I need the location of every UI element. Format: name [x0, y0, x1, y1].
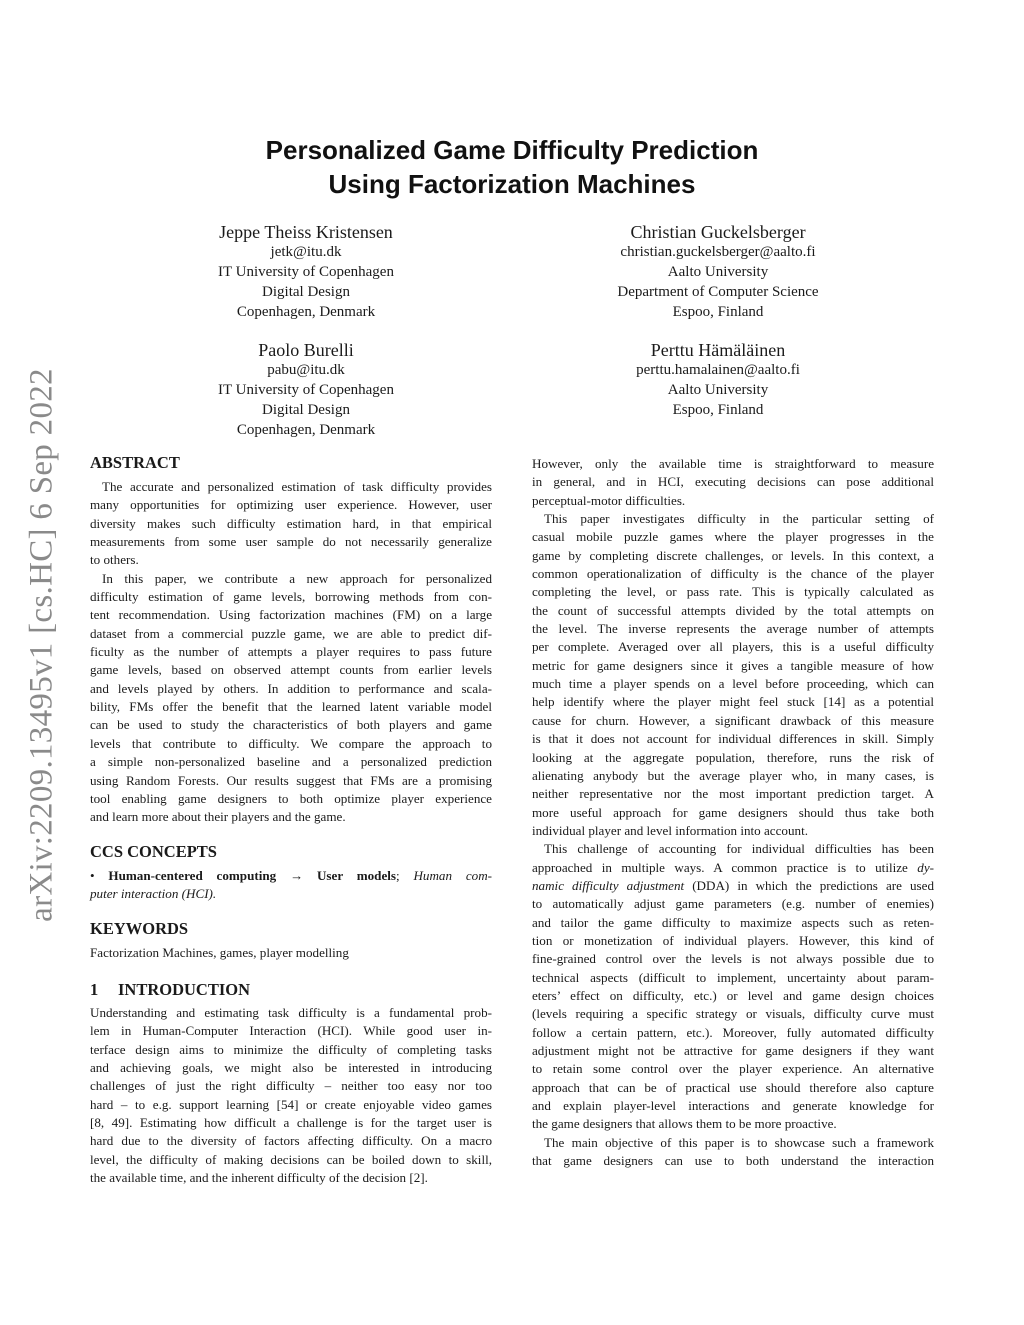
text-segment: eters’ effect on difficulty, etc.) or level and game design choices	[532, 987, 934, 1003]
text-segment: bility, FMs offer the benefit that the learned latent variable model	[90, 699, 492, 715]
author-email: perttu.hamalainen@aalto.fi	[636, 362, 800, 378]
text-line	[532, 877, 934, 895]
text-segment: approached in multiple ways. A common practice is to utilize	[532, 859, 918, 875]
text-line	[532, 528, 934, 546]
text-segment: common operationalization of difficulty is the chance of the player	[532, 566, 934, 582]
author-name: Christian Guckelsberger	[630, 222, 806, 242]
text-line	[532, 638, 934, 656]
ccs-line	[90, 867, 492, 885]
text-line	[90, 772, 492, 790]
text-line	[90, 735, 492, 753]
text-line	[532, 987, 934, 1005]
text-line	[532, 602, 934, 620]
text-segment: completing the level, or pass rate. This is typically calculated as	[532, 584, 934, 600]
text-segment: technical aspects (difficult to implement, uncertainty about param-	[532, 969, 934, 985]
text-line	[90, 1004, 492, 1022]
author-location: Espoo, Finland	[672, 402, 764, 418]
text-segment: challenges of just the right difficulty – neither too easy nor too	[90, 1078, 492, 1094]
text-line	[90, 1041, 492, 1059]
text-line	[532, 693, 934, 711]
author-affiliation: IT University of Copenhagen	[218, 264, 394, 280]
author-block	[538, 221, 898, 322]
text-line	[90, 606, 492, 624]
author-affiliation: Aalto University	[667, 264, 769, 280]
text-segment: neither representative nor the most important prediction target. A	[532, 786, 934, 802]
text-line	[90, 643, 492, 661]
text-line	[532, 859, 934, 877]
abstract-heading: ABSTRACT	[90, 453, 180, 472]
author-name: Perttu Hämäläinen	[650, 340, 786, 360]
text-segment: more useful approach for game designers should thus take both	[532, 804, 934, 820]
text-line	[90, 1059, 492, 1077]
text-segment: much time a player spends on a level before proceeding, which can	[532, 676, 934, 692]
ccs-concepts-body	[90, 867, 492, 904]
text-line	[90, 680, 492, 698]
text-line	[532, 675, 934, 693]
text-segment: The accurate and personalized estimation of task difficulty provides	[102, 479, 492, 494]
text-segment: game by completing discrete challenges, or levels. In this context, a	[532, 547, 934, 563]
text-line	[90, 790, 492, 808]
text-line	[90, 1132, 492, 1150]
text-segment: to automatically adjust game parameters (e.g. number of enemies)	[532, 896, 934, 912]
introduction-heading	[90, 980, 250, 1000]
author-location: Espoo, Finland	[672, 304, 764, 320]
text-segment: the level. The inverse represents the average number of attempts	[532, 621, 934, 637]
text-segment: help identify where the player might feel stuck [14] as a potential	[532, 694, 934, 710]
text-line	[532, 712, 934, 730]
section-title: INTRODUCTION	[118, 980, 251, 999]
text-line	[90, 1169, 492, 1187]
text-line	[90, 570, 492, 588]
text-line	[532, 1042, 934, 1060]
text-line	[532, 804, 934, 822]
text-line	[90, 661, 492, 679]
author-name: Paolo Burelli	[258, 340, 354, 360]
title-line-1: Personalized Game Difficulty Prediction	[265, 135, 759, 165]
text-line	[532, 1152, 934, 1170]
author-department: Department of Computer Science	[617, 284, 819, 300]
text-segment: many opportunities for optimizing user experience. However, user	[90, 497, 492, 513]
text-line	[532, 730, 934, 748]
text-line	[532, 1060, 934, 1078]
ccs-category: Human-centered computing	[108, 868, 277, 883]
text-segment: tool enabling game designers to both optimize player experience	[90, 790, 492, 806]
text-segment: (DDA) in which the predictions are used	[684, 877, 934, 893]
keywords-text: Factorization Machines, games, player modelling	[90, 945, 349, 960]
text-segment: (levels requiring a specific strategy or visuals, difficulty curve must	[532, 1006, 934, 1022]
text-segment: using Random Forests. Our results suggest that FMs are a promising	[90, 772, 492, 788]
author-location: Copenhagen, Denmark	[236, 422, 376, 438]
text-segment: levels that contribute to difficulty. We compare the approach to	[90, 735, 492, 751]
text-line	[90, 1077, 492, 1095]
text-line	[90, 496, 492, 514]
text-segment: The main objective of this paper is to showcase such a framework	[544, 1134, 934, 1150]
text-line	[532, 895, 934, 913]
text-segment: looking at the aggregate population, therefore, runs the risk of	[532, 749, 934, 765]
keywords-body	[90, 944, 492, 962]
text-line	[532, 767, 934, 785]
paper-title	[0, 133, 1024, 201]
author-block	[126, 221, 486, 322]
text-line	[532, 932, 934, 950]
text-segment: is that it does not account for individual differences in skill. Simply	[532, 731, 934, 747]
text-segment: the count of successful attempts divided by the total attempts on	[532, 602, 934, 618]
arxiv-identifier-stamp: arXiv:2209.13495v1 [cs.HC] 6 Sep 2022	[23, 368, 60, 922]
text-line	[532, 1115, 934, 1133]
text-segment: [8, 49]. Estimating how difficult a challenge is for the target user is	[90, 1115, 492, 1131]
text-line	[90, 533, 492, 551]
introduction-left-body	[90, 1004, 492, 1187]
author-department: Digital Design	[262, 402, 350, 418]
text-line	[90, 1022, 492, 1040]
text-segment: and explain player-level interactions and generate knowledge for	[532, 1098, 934, 1114]
text-segment: This challenge of accounting for individual difficulties has been	[544, 841, 934, 857]
emphasis-text: namic difficulty adjustment	[532, 877, 685, 893]
text-line	[90, 588, 492, 606]
text-segment: dataset from a commercial puzzle game, we are able to predict dif-	[90, 625, 492, 641]
text-line	[532, 1097, 934, 1115]
emphasis-text: dy-	[917, 859, 934, 875]
text-segment: the available time, and the inherent difficulty of the decision [2].	[90, 1170, 428, 1186]
text-line	[90, 753, 492, 771]
text-line	[90, 515, 492, 533]
text-line	[90, 808, 492, 826]
text-segment: adjustment might not be attractive for game designers if they want	[532, 1043, 934, 1058]
text-segment: terface design aims to minimize the difficulty of completing tasks	[90, 1041, 492, 1057]
text-segment: and learn more about their players and the game.	[90, 809, 346, 825]
text-segment: level, the difficulty of making decisions can be boiled down to skill,	[90, 1151, 492, 1167]
text-segment: to others.	[90, 552, 139, 568]
ccs-term-cont: puter interaction (HCI).	[90, 886, 217, 902]
text-segment: in general, and in HCI, executing decisions can pose additional	[532, 474, 934, 490]
text-line	[532, 1005, 934, 1023]
text-segment: In this paper, we contribute a new approach for personalized	[102, 570, 492, 586]
text-segment: hard due to the diversity of factors affecting difficulty. On a macro	[90, 1133, 492, 1149]
ccs-concepts-heading: CCS CONCEPTS	[90, 842, 217, 861]
text-segment: a simple non-personalized baseline and a personalized prediction	[90, 754, 492, 770]
text-line	[532, 473, 934, 491]
ccs-subcategory: User models	[316, 868, 396, 883]
text-segment: to retain some control over the player experience. An alternative	[532, 1061, 934, 1077]
bullet: •	[90, 868, 95, 883]
text-line	[532, 822, 934, 840]
text-line	[90, 478, 492, 496]
author-block	[126, 339, 486, 440]
text-line	[532, 914, 934, 932]
author-department: Digital Design	[262, 284, 350, 300]
section-number: 1	[90, 980, 99, 999]
author-email: christian.guckelsberger@aalto.fi	[620, 244, 816, 260]
text-segment: follow a certain pattern, etc.). Moreover, fully automated difficulty	[532, 1024, 934, 1040]
text-line	[532, 510, 934, 528]
text-segment: hard – to e.g. support learning [54] or create enjoyable video games	[90, 1096, 492, 1112]
text-segment: tion or monetization of individual players. However, this kind of	[532, 932, 934, 948]
author-affiliation: Aalto University	[667, 382, 769, 398]
text-segment: per complete. Averaged over all players, this is a useful difficulty	[532, 639, 934, 655]
text-segment: that game designers can use to both understand the interaction	[532, 1153, 934, 1169]
text-segment: difficulty estimation of game levels, borrowing methods from con-	[90, 589, 492, 605]
text-line	[532, 547, 934, 565]
text-segment: casual mobile puzzle games where the player progresses in the	[532, 529, 934, 545]
text-line	[532, 840, 934, 858]
text-line	[532, 1024, 934, 1042]
text-segment: However, only the available time is straightforward to measure	[532, 456, 934, 471]
text-line	[532, 969, 934, 987]
keywords-heading: KEYWORDS	[90, 919, 189, 938]
text-line	[90, 1114, 492, 1132]
separator: ;	[396, 868, 400, 883]
author-block	[538, 339, 898, 420]
text-segment: tent recommendation. Using factorization machines (FM) on a large	[90, 607, 492, 623]
text-line	[532, 657, 934, 675]
text-line	[532, 565, 934, 583]
text-line	[532, 620, 934, 638]
ccs-line	[90, 885, 492, 903]
text-line	[532, 785, 934, 803]
text-line	[532, 950, 934, 968]
text-line	[90, 551, 492, 569]
introduction-right-body	[532, 455, 934, 1170]
abstract-body	[90, 478, 492, 827]
text-segment: This paper investigates difficulty in the particular setting of	[544, 511, 934, 527]
text-line	[532, 1079, 934, 1097]
text-line	[532, 492, 934, 510]
text-segment: ficulty as the number of attempts a player requires to pass future	[90, 644, 492, 660]
text-segment: game levels, based on observed attempt counts from earlier levels	[90, 662, 492, 678]
text-line	[90, 698, 492, 716]
text-segment: diversity makes such difficulty estimation hard, in that empirical	[90, 515, 492, 531]
text-segment: the game designers that allows them to be more proactive.	[532, 1116, 837, 1132]
author-location: Copenhagen, Denmark	[236, 304, 376, 320]
text-line	[532, 455, 934, 473]
author-email: pabu@itu.dk	[267, 362, 345, 378]
author-name: Jeppe Theiss Kristensen	[219, 222, 393, 242]
author-email: jetk@itu.dk	[270, 244, 342, 260]
text-segment: approach that can be of practical use should therefore also capture	[532, 1079, 934, 1095]
text-segment: and achieving goals, we might also be interested in introducing	[90, 1060, 492, 1076]
text-segment: measurements from some user sample do not necessarily generalize	[90, 534, 492, 550]
text-line	[532, 583, 934, 601]
text-segment: can be used to study the characteristics of both players and game	[90, 717, 492, 733]
text-segment: metric for game designers since it gives a tangible measure of how	[532, 657, 934, 673]
text-segment: and levels played by others. In addition to performance and scala-	[90, 680, 492, 696]
arrow-icon: →	[290, 868, 304, 883]
text-line	[532, 1134, 934, 1152]
text-segment: lem in Human-Computer Interaction (HCI). While good user in-	[90, 1023, 492, 1039]
text-segment: fine-grained control over the levels is not always possible due to	[532, 951, 934, 967]
text-segment: Understanding and estimating task difficulty is a fundamental prob-	[90, 1005, 492, 1020]
text-line	[90, 1151, 492, 1169]
author-affiliation: IT University of Copenhagen	[218, 382, 394, 398]
text-segment: perceptual-motor difficulties.	[532, 492, 686, 508]
text-segment: individual player and level information into account.	[532, 822, 808, 838]
ccs-term: Human com-	[413, 868, 493, 883]
text-line	[90, 716, 492, 734]
text-line	[90, 1096, 492, 1114]
text-segment: alienating anybody but the average player who, in many cases, is	[532, 767, 934, 783]
text-segment: cause for churn. However, a significant drawback of this measure	[532, 712, 934, 728]
text-segment: and tailor the game difficulty to maximize aspects such as reten-	[532, 914, 934, 930]
title-line-2: Using Factorization Machines	[328, 169, 696, 199]
text-line	[532, 749, 934, 767]
text-line	[90, 625, 492, 643]
